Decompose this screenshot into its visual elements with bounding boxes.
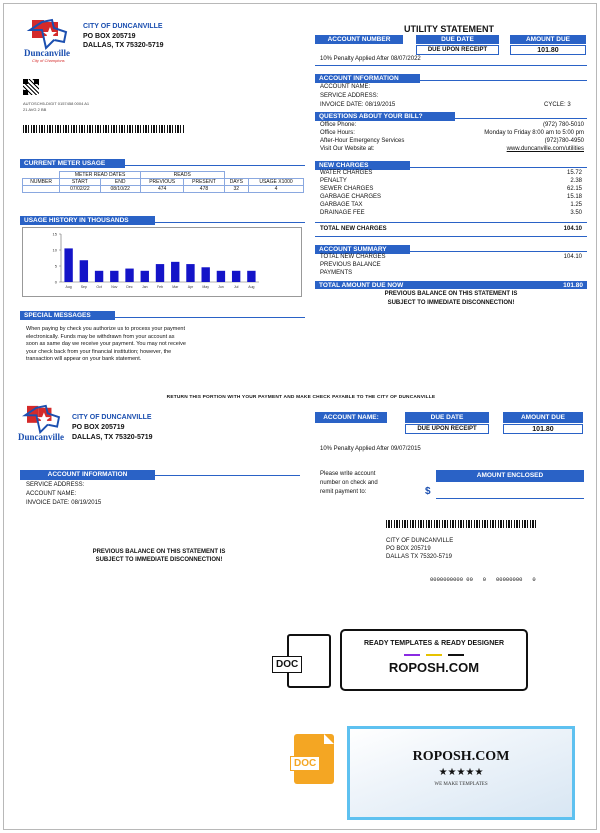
- website-link[interactable]: www.duncanville.com/utilities: [506, 146, 584, 152]
- chart-bar: [186, 264, 194, 282]
- remit-addr1: PO BOX 205719: [386, 546, 431, 552]
- chart-x-tick-label: Nov: [111, 285, 118, 289]
- banner-title: READY TEMPLATES & READY DESIGNER: [363, 640, 505, 647]
- remit-barcode: [386, 520, 536, 528]
- dollar-sign: $: [425, 486, 431, 497]
- new-charges-total: TOTAL NEW CHARGES 104.10: [320, 226, 582, 232]
- meter-cell: [23, 186, 60, 193]
- texas-star-logo-icon: [24, 18, 74, 52]
- stub-penalty-note: 10% Penalty Applied After 09/07/2015: [320, 446, 421, 452]
- special-message-text: [26, 326, 306, 364]
- special-messages-title: SPECIAL MESSAGES: [20, 311, 115, 320]
- meter-cell: 32: [224, 186, 249, 193]
- chart-x-tick-label: Sep: [80, 285, 87, 289]
- color-dash: [404, 654, 420, 656]
- remit-instructions-3: remit payment to:: [320, 489, 367, 495]
- divider: [315, 65, 587, 66]
- meter-usage-title: CURRENT METER USAGE: [20, 159, 125, 168]
- chart-x-tick-label: Apr: [187, 285, 194, 289]
- invoice-date: INVOICE DATE: 08/19/2015: [320, 102, 396, 108]
- meter-cell: 478: [184, 186, 224, 193]
- amount-due-label: AMOUNT DUE: [510, 35, 586, 44]
- summary-list: [320, 254, 582, 278]
- meter-group-dates: METER READ DATES: [60, 172, 141, 179]
- question-row: Office Hours: Monday to Friday 8:00 am to 5:00 pm: [320, 130, 584, 136]
- org-name: CITY OF DUNCANVILLE: [83, 23, 163, 30]
- card-tagline: WE MAKE TEMPLATES: [434, 782, 488, 787]
- stub-invoice-date: INVOICE DATE: 08/19/2015: [26, 500, 102, 506]
- divider: [455, 118, 587, 119]
- meter-header: START: [60, 179, 100, 186]
- question-row: Visit Our Website at: www.duncanville.com/utilities: [320, 146, 584, 152]
- divider: [315, 222, 587, 223]
- stub-amount-due-value: 101.80: [503, 424, 583, 434]
- org-address2: DALLAS, TX 75320-5719: [83, 42, 164, 49]
- charge-row: WATER CHARGES 15.72: [320, 170, 582, 176]
- chart-bar: [141, 271, 149, 282]
- stub-due-date-value: DUE UPON RECEIPT: [405, 424, 489, 434]
- question-row: Office Phone: (972) 780-5010: [320, 122, 584, 128]
- question-row: After-Hour Emergency Services (972)780-4950: [320, 138, 584, 144]
- qr-code-icon: [23, 79, 39, 95]
- questions-list: [320, 122, 584, 154]
- mailing-code: AUTOSCH5-DIGIT 0157458 0004 A1: [23, 101, 90, 106]
- chart-x-tick-label: Feb: [156, 285, 164, 289]
- card-stars-icon: ★★★★★: [438, 767, 484, 778]
- chart-bar: [156, 264, 164, 282]
- meter-cell: 07/02/22: [60, 186, 100, 193]
- due-date-label: DUE DATE: [416, 35, 499, 44]
- chart-bar: [247, 271, 255, 282]
- meter-header: USAGE X1000: [249, 179, 304, 186]
- charge-row: PENALTY 2.38: [320, 178, 582, 184]
- doc-tag-1: DOC: [272, 656, 302, 673]
- ocr-scanline: 0000000000 00 0 00000000 0: [430, 576, 536, 583]
- org-address1: PO BOX 205719: [83, 33, 136, 40]
- charges-list: [320, 170, 582, 218]
- meter-table: [22, 171, 304, 193]
- meter-cell: 4: [249, 186, 304, 193]
- stub-account-name-label: ACCOUNT NAME:: [315, 412, 387, 423]
- divider: [315, 236, 587, 237]
- service-address-label: SERVICE ADDRESS:: [320, 93, 379, 99]
- chart-x-tick-label: Dec: [126, 285, 133, 289]
- stub-org-name: CITY OF DUNCANVILLE: [72, 414, 152, 421]
- message-line: When paying by check you authorize us to process your payment: [26, 326, 185, 332]
- summary-row: PREVIOUS BALANCE: [320, 262, 381, 268]
- stub-account-info-title: ACCOUNT INFORMATION: [20, 470, 155, 480]
- remit-org: CITY OF DUNCANVILLE: [386, 538, 454, 544]
- penalty-note: 10% Penalty Applied After 08/07/2022: [320, 56, 421, 62]
- amount-enclosed-label: AMOUNT ENCLOSED: [436, 470, 584, 482]
- chart-y-tick-label: 0: [54, 279, 57, 285]
- chart-x-tick-label: Jun: [218, 285, 224, 289]
- chart-x-tick-label: Mar: [172, 285, 179, 289]
- message-line: electronically. Funds may be withdrawn from your account as: [26, 333, 175, 340]
- chart-y-tick-label: 15: [52, 231, 57, 237]
- account-number-label: ACCOUNT NUMBER: [315, 35, 403, 44]
- divider: [155, 475, 300, 476]
- logo-name: Duncanville: [24, 48, 71, 58]
- remit-addr2: DALLAS TX 75320-5719: [386, 554, 452, 560]
- banner-site: ROPOSH.COM: [388, 660, 480, 675]
- charge-row: DRAINAGE FEE 3.50: [320, 210, 582, 216]
- meter-header: END: [100, 179, 140, 186]
- chart-bar: [217, 271, 225, 282]
- divider: [410, 167, 587, 168]
- meter-cell: 08/10/22: [100, 186, 140, 193]
- chart-bar: [64, 248, 72, 282]
- mailing-code2: 21 AVG 2 BB: [23, 107, 47, 112]
- postal-barcode: [23, 125, 185, 133]
- chart-x-tick-label: Jan: [141, 285, 148, 289]
- meter-group-reads: READS: [140, 172, 224, 179]
- divider: [410, 251, 587, 252]
- message-line: soon as same day we receive your payment. You may not receive: [26, 341, 186, 347]
- divider: [420, 80, 587, 81]
- stub-org-address2: DALLAS, TX 75320-5719: [72, 434, 153, 441]
- return-portion-note: RETURN THIS PORTION WITH YOUR PAYMENT AND MAKE CHECK PAYABLE TO THE CITY OF DUNCANVILLE: [166, 395, 436, 400]
- template-card: [347, 726, 575, 820]
- doc-tag-2: DOC: [290, 756, 320, 771]
- stub-city-logo: [18, 404, 68, 448]
- divider: [125, 165, 305, 166]
- usage-chart: [22, 227, 302, 297]
- due-date-value: DUE UPON RECEIPT: [416, 45, 499, 55]
- chart-bar: [80, 260, 88, 282]
- charge-row: GARBAGE TAX 1.25: [320, 202, 582, 208]
- chart-y-tick-label: 5: [54, 263, 57, 269]
- stub-due-date-label: DUE DATE: [405, 412, 489, 423]
- banner-box: [340, 629, 528, 691]
- chart-x-tick-label: Oct: [96, 285, 102, 289]
- chart-x-tick-label: May: [202, 285, 210, 289]
- message-line: transaction will appear on your bank statement.: [26, 356, 142, 362]
- stub-amount-due-label: AMOUNT DUE: [503, 412, 583, 423]
- new-charges-title: NEW CHARGES: [315, 161, 410, 170]
- usage-history-title: USAGE HISTORY IN THOUSANDS: [20, 216, 155, 225]
- message-line: your check back from your financial institution; however, the: [26, 348, 172, 355]
- disconnect-notice-1: PREVIOUS BALANCE ON THIS STATEMENT IS: [384, 291, 518, 297]
- chart-x-tick-label: Aug: [248, 285, 255, 289]
- statement-title: UTILITY STATEMENT: [404, 24, 494, 34]
- city-logo: [24, 18, 74, 64]
- remit-instructions-1: Please write account: [320, 471, 376, 477]
- stub-account-name-label2: ACCOUNT NAME:: [26, 491, 77, 497]
- remit-instructions-2: number on check and: [320, 480, 378, 486]
- summary-row: PAYMENTS: [320, 270, 353, 276]
- banner-color-dashes: [342, 654, 526, 656]
- stub-notice-1: PREVIOUS BALANCE ON THIS STATEMENT IS: [92, 549, 226, 555]
- chart-bar: [232, 271, 240, 282]
- meter-header: DAYS: [224, 179, 249, 186]
- chart-bar: [95, 271, 103, 282]
- meter-header: NUMBER: [23, 179, 60, 186]
- chart-y-tick-label: 10: [52, 247, 57, 253]
- cycle: CYCLE: 3: [544, 102, 571, 108]
- questions-title: QUESTIONS ABOUT YOUR BILL?: [315, 112, 455, 121]
- chart-x-tick-label: Jul: [233, 285, 239, 289]
- summary-row: TOTAL NEW CHARGES 104.10: [320, 254, 582, 260]
- charge-row: GARBAGE CHARGES 15.18: [320, 194, 582, 200]
- disconnect-notice-2: SUBJECT TO IMMEDIATE DISCONNECTION!: [387, 300, 515, 306]
- charge-row: SEWER CHARGES 62.15: [320, 186, 582, 192]
- meter-header: PREVIOUS: [140, 179, 184, 186]
- amount-enclosed-input[interactable]: [444, 482, 582, 497]
- meter-header: PRESENT: [184, 179, 224, 186]
- stub-org-address1: PO BOX 205719: [72, 424, 125, 431]
- card-site: ROPOSH.COM: [412, 749, 510, 764]
- usage-chart-svg: [23, 228, 301, 296]
- stub-service-address-label: SERVICE ADDRESS:: [26, 482, 85, 488]
- total-amount-due: TOTAL AMOUNT DUE NOW 101.80: [315, 281, 587, 289]
- meter-cell: 474: [140, 186, 184, 193]
- divider: [155, 222, 305, 223]
- account-info-title: ACCOUNT INFORMATION: [315, 74, 420, 83]
- color-dash: [426, 654, 442, 656]
- color-dash: [448, 654, 464, 656]
- statement-page: [3, 3, 597, 830]
- logo-name: Duncanville: [18, 432, 65, 442]
- amount-due-value: 101.80: [510, 45, 586, 55]
- logo-tagline: City of Champions: [32, 58, 65, 63]
- account-name-label: ACCOUNT NAME:: [320, 84, 371, 90]
- chart-bar: [202, 267, 210, 282]
- account-summary-title: ACCOUNT SUMMARY: [315, 245, 410, 254]
- chart-bar: [110, 271, 118, 282]
- amount-enclosed-line: [436, 498, 584, 499]
- chart-bar: [171, 262, 179, 282]
- chart-bar: [125, 269, 133, 282]
- stub-notice-2: SUBJECT TO IMMEDIATE DISCONNECTION!: [95, 557, 223, 563]
- chart-x-tick-label: Aug: [65, 285, 72, 289]
- divider: [115, 317, 305, 318]
